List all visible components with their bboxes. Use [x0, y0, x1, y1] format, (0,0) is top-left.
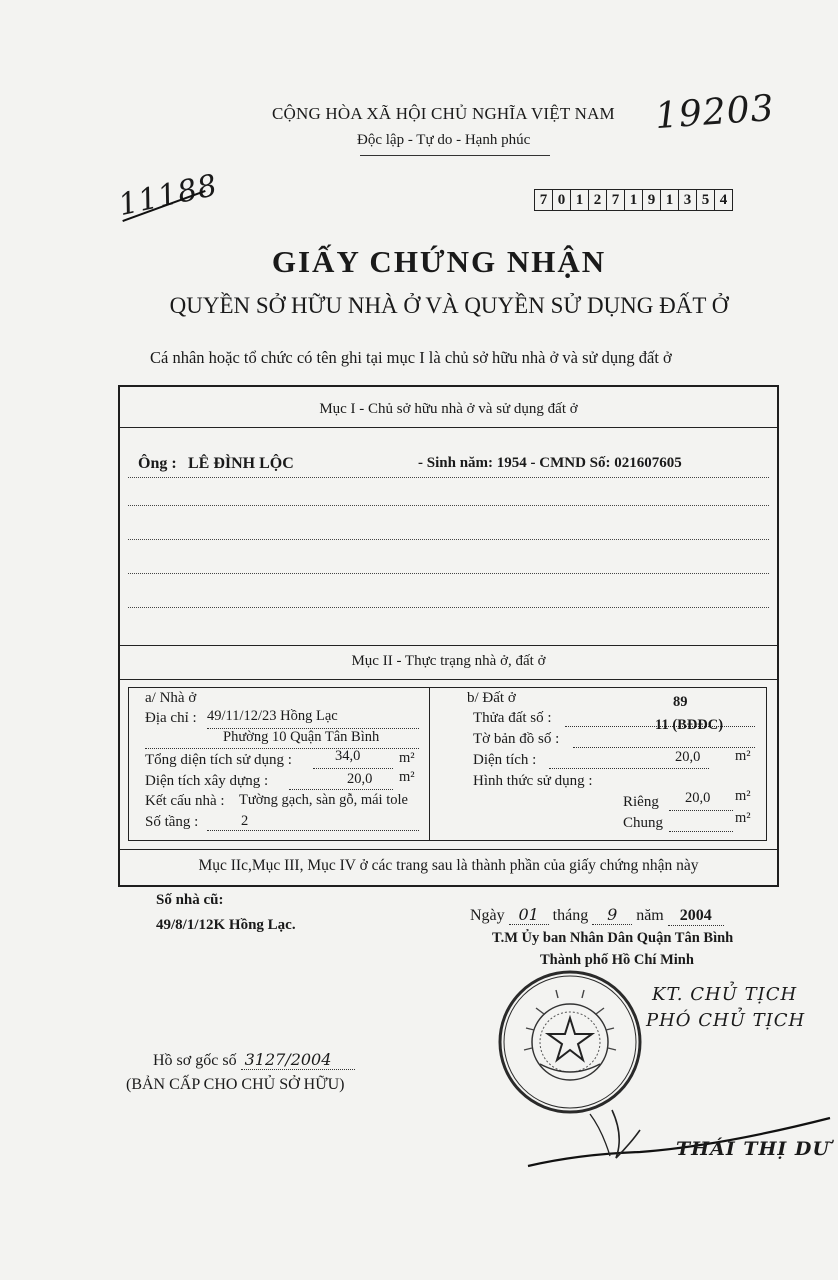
section2-inner-box — [128, 687, 767, 841]
date-day-label: Ngày — [470, 907, 505, 924]
shared-label: Chung — [623, 815, 664, 831]
dotted-line — [128, 539, 769, 540]
total-area-value: 34,0 — [335, 748, 361, 764]
serial-digit: 0 — [553, 190, 571, 210]
dotted-line — [145, 748, 419, 749]
structure-value: Tường gạch, sàn gỗ, mái tole — [239, 792, 408, 808]
certificate-title: GIẤY CHỨNG NHẬN — [271, 244, 607, 279]
handwritten-number-top-right: 19203 — [653, 87, 776, 138]
parcel-value: 89 — [673, 694, 688, 710]
private-unit: m² — [735, 788, 751, 804]
dotted-line — [313, 768, 393, 769]
land-area-unit: m² — [735, 748, 751, 764]
private-label: Riêng — [623, 794, 659, 810]
construction-area-unit: m² — [399, 769, 415, 785]
section2-title: Mục II - Thực trạng nhà ở, đất ở — [351, 653, 546, 669]
total-area-label: Tổng diện tích sử dụng : — [145, 752, 292, 768]
motto-underline — [360, 155, 550, 156]
date-month: 9 — [592, 905, 632, 925]
parcel-label: Thửa đất số : — [473, 710, 552, 726]
serial-digit: 7 — [607, 190, 625, 210]
date-year: 2004 — [668, 907, 724, 926]
land-area-value: 20,0 — [675, 749, 701, 765]
national-title: CỘNG HÒA XÃ HỘI CHỦ NGHĨA VIỆT NAM — [272, 104, 615, 123]
dotted-line — [289, 789, 393, 790]
signer-title2: PHÓ CHỦ TỊCH — [646, 1010, 806, 1031]
section1-title: Mục I - Chủ sở hữu nhà ở và sử dụng đất ở — [319, 401, 578, 417]
serial-digit: 1 — [625, 190, 643, 210]
address-line2: Phường 10 Quận Tân Bình — [223, 729, 380, 745]
dotted-line — [128, 505, 769, 506]
structure-label: Kết cấu nhà : — [145, 793, 225, 809]
section1-divider — [120, 427, 777, 428]
floors-label: Số tầng : — [145, 814, 199, 830]
map-sheet-value: 11 (BĐĐC) — [655, 717, 724, 733]
certificate-subtitle: QUYỀN SỞ HỮU NHÀ Ở VÀ QUYỀN SỬ DỤNG ĐẤT Ở — [169, 293, 729, 318]
date-day: 01 — [509, 905, 549, 925]
dotted-line — [669, 810, 733, 811]
dotted-line — [207, 830, 419, 831]
signer-name: THÁI THỊ DƯ — [676, 1138, 830, 1160]
address-line1: 49/11/12/23 Hồng Lạc — [207, 708, 338, 724]
dotted-line — [128, 573, 769, 574]
section2-divider — [120, 679, 777, 680]
usage-form-label: Hình thức sử dụng : — [473, 773, 593, 789]
serial-digit: 5 — [697, 190, 715, 210]
serial-number-box — [534, 189, 733, 211]
section2-footer-divider — [120, 849, 777, 850]
date-year-label: năm — [636, 907, 664, 924]
old-number-label: Số nhà cũ: — [156, 892, 224, 908]
construction-area-label: Diện tích xây dựng : — [145, 773, 269, 789]
owner-name: LÊ ĐÌNH LỘC — [188, 455, 294, 472]
section2-top-divider — [120, 645, 777, 646]
land-area-label: Diện tích : — [473, 752, 537, 768]
serial-digit: 1 — [661, 190, 679, 210]
house-heading: a/ Nhà ở — [145, 690, 197, 706]
date-month-label: tháng — [552, 907, 589, 924]
file-label: Hồ sơ gốc số — [153, 1052, 237, 1069]
official-seal-icon — [496, 968, 644, 1116]
authority-line2: Thành phố Hồ Chí Minh — [540, 952, 694, 968]
map-sheet-label: Tờ bản đồ số : — [473, 731, 560, 747]
old-number-value: 49/8/1/12K Hồng Lạc. — [156, 917, 296, 933]
dotted-line — [549, 768, 709, 769]
land-heading: b/ Đất ở — [467, 690, 516, 706]
shared-unit: m² — [735, 810, 751, 826]
national-motto: Độc lập - Tự do - Hạnh phúc — [357, 132, 531, 148]
section2-footer-note: Mục IIc,Mục III, Mục IV ở các trang sau là thành phần của giấy chứng nhận này — [198, 857, 699, 874]
authority-line1: T.M Ủy ban Nhân Dân Quận Tân Bình — [492, 930, 734, 946]
serial-digit: 3 — [679, 190, 697, 210]
serial-digit: 1 — [571, 190, 589, 210]
total-area-unit: m² — [399, 750, 415, 766]
owner-details: - Sinh năm: 1954 - CMND Số: 021607605 — [418, 455, 682, 471]
serial-digit: 9 — [643, 190, 661, 210]
serial-digit: 7 — [535, 190, 553, 210]
file-value: 3127/2004 — [241, 1050, 355, 1070]
floors-value: 2 — [241, 813, 249, 829]
certificate-intro: Cá nhân hoặc tổ chức có tên ghi tại mục I là chủ sở hữu nhà ở và sử dụng đất ở — [150, 348, 672, 367]
original-file-number — [153, 1050, 355, 1070]
owner-prefix: Ông : — [138, 455, 177, 472]
serial-digit: 2 — [589, 190, 607, 210]
address-label: Địa chỉ : — [145, 710, 197, 726]
copy-note: (BẢN CẤP CHO CHỦ SỞ HỮU) — [126, 1076, 345, 1093]
private-value: 20,0 — [685, 790, 711, 806]
dotted-line — [669, 831, 733, 832]
construction-area-value: 20,0 — [347, 771, 373, 787]
issue-date — [470, 905, 724, 926]
handwritten-number-top-left: 11188 — [115, 167, 221, 224]
column-divider — [429, 688, 430, 840]
main-box — [118, 385, 779, 887]
signer-title1: KT. CHỦ TỊCH — [652, 984, 798, 1005]
serial-digit: 4 — [719, 192, 728, 208]
dotted-line — [128, 477, 769, 478]
dotted-line — [128, 607, 769, 608]
dotted-line — [573, 747, 755, 748]
